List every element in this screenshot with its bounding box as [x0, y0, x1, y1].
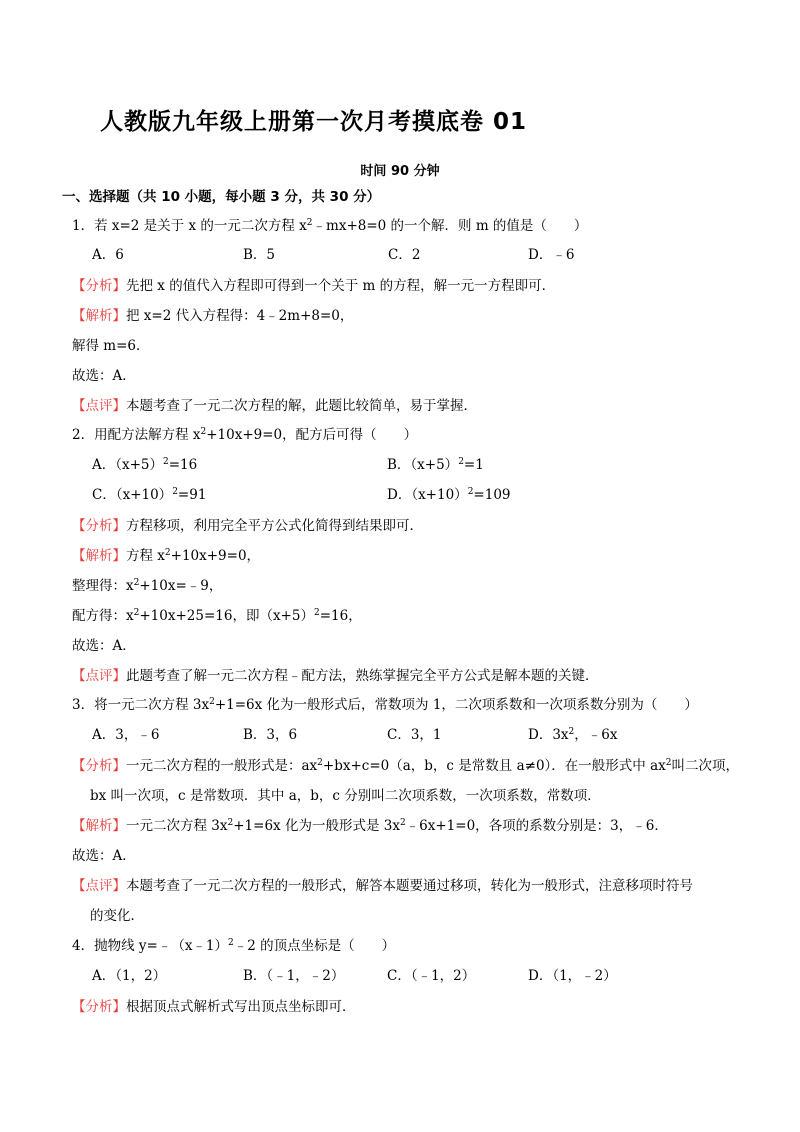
q3-analysis: 【分析】一元二次方程的一般形式是：$ax^2+bx+c=0(a$，b，c 是常数且 a≠0）．在一般形式中 $ax^2$叫二次项，: [72, 758, 739, 774]
q1-stem: 1．若 x=2 是关于 x 的一元二次方程 $x^2﹣mx+8=0$ 的一个解．则 m 的值是（ ）: [72, 218, 588, 234]
section-heading: 一、选择题（共 10 小题，每小题 3 分，共 30 分）: [62, 189, 381, 205]
document-title: 人教版九年级上册第一次月考摸底卷 01: [100, 109, 528, 135]
q2-work-2: 配方得：$x^2+10x+25=16$，即$(x+5)^2=16$，: [72, 608, 362, 624]
q3-solution: 【解析】一元二次方程 $3x^2+1=6x$ 化为一般形式是 $3x^2﹣6x+1=0$，各项的系数分别是：3，﹣6．: [72, 818, 668, 834]
q3-answer: 故选：A．: [72, 848, 136, 864]
q4-stem: 4．抛物线 y=﹣（x﹣1）$^2$﹣2 的顶点坐标是（ ）: [72, 938, 396, 954]
q2-work-1: 整理得：$x^2+10x=﹣9$，: [72, 578, 223, 594]
q1-analysis: 【分析】先把 x 的值代入方程即可得到一个关于 m 的方程，解一元一方程即可．: [72, 278, 556, 294]
q1-option-c: C．2: [388, 247, 421, 263]
q3-option-d: D．$3x^2$，﹣6x: [528, 727, 618, 743]
q2-option-b: B．$(x+5)^2=1$: [387, 457, 484, 473]
q3-analysis-cont: bx 叫一次项，c 是常数项．其中 a，b，c 分别叫二次项系数，一次项系数，常数项．: [90, 788, 601, 804]
q1-answer: 故选：A．: [72, 368, 136, 384]
q3-option-b: B．3，6: [243, 727, 298, 743]
q2-option-d: D．$(x+10)^2=109$: [387, 487, 511, 503]
q4-option-d: D．（1，﹣2）: [528, 968, 617, 984]
q3-option-a: A．3，﹣6: [92, 727, 160, 743]
q3-stem: 3．将一元二次方程 $3x^2+1=6x$ 化为一般形式后，常数项为 1，二次项系数和一次项系数分别为（ ）: [72, 697, 698, 713]
q3-comment: 【点评】本题考查了一元二次方程的一般形式，解答本题要通过移项，转化为一般形式，注意移项时符号: [72, 878, 693, 894]
q1-option-d: D．﹣6: [528, 247, 575, 263]
q1-solution: 【解析】把 x=2 代入方程得：4﹣2m+8=0，: [72, 308, 354, 324]
q2-option-a: A．$(x+5)^2=16$: [92, 457, 198, 473]
q4-option-b: B．（﹣1，﹣2）: [243, 968, 345, 984]
q4-option-c: C．（﹣1，2）: [387, 968, 476, 984]
q4-option-a: A．（1，2）: [92, 968, 167, 984]
q3-option-c: C．3，1: [387, 727, 442, 743]
q1-comment: 【点评】本题考查了一元二次方程的解，此题比较简单，易于掌握．: [72, 398, 477, 414]
q4-analysis: 【分析】根据顶点式解析式写出顶点坐标即可．: [72, 999, 356, 1015]
q2-comment: 【点评】此题考查了解一元二次方程﹣配方法，熟练掌握完全平方公式是解本题的关键．: [72, 668, 599, 684]
q1-option-a: A．6: [92, 247, 124, 263]
q1-option-b: B．5: [243, 247, 276, 263]
q1-work-1: 解得 m=6．: [72, 338, 150, 354]
q2-stem: 2．用配方法解方程 $x^2+10x+9=0$，配方后可得（ ）: [72, 427, 418, 443]
q2-solution: 【解析】方程 $x^2+10x+9=0$，: [72, 548, 261, 564]
q2-analysis: 【分析】方程移项，利用完全平方公式化简得到结果即可．: [72, 518, 423, 534]
q2-answer: 故选：A．: [72, 638, 136, 654]
exam-time: 时间 90 分钟: [360, 164, 440, 179]
q3-comment-cont: 的变化．: [90, 908, 144, 924]
q2-option-c: C．$(x+10)^2=91$: [92, 487, 207, 503]
